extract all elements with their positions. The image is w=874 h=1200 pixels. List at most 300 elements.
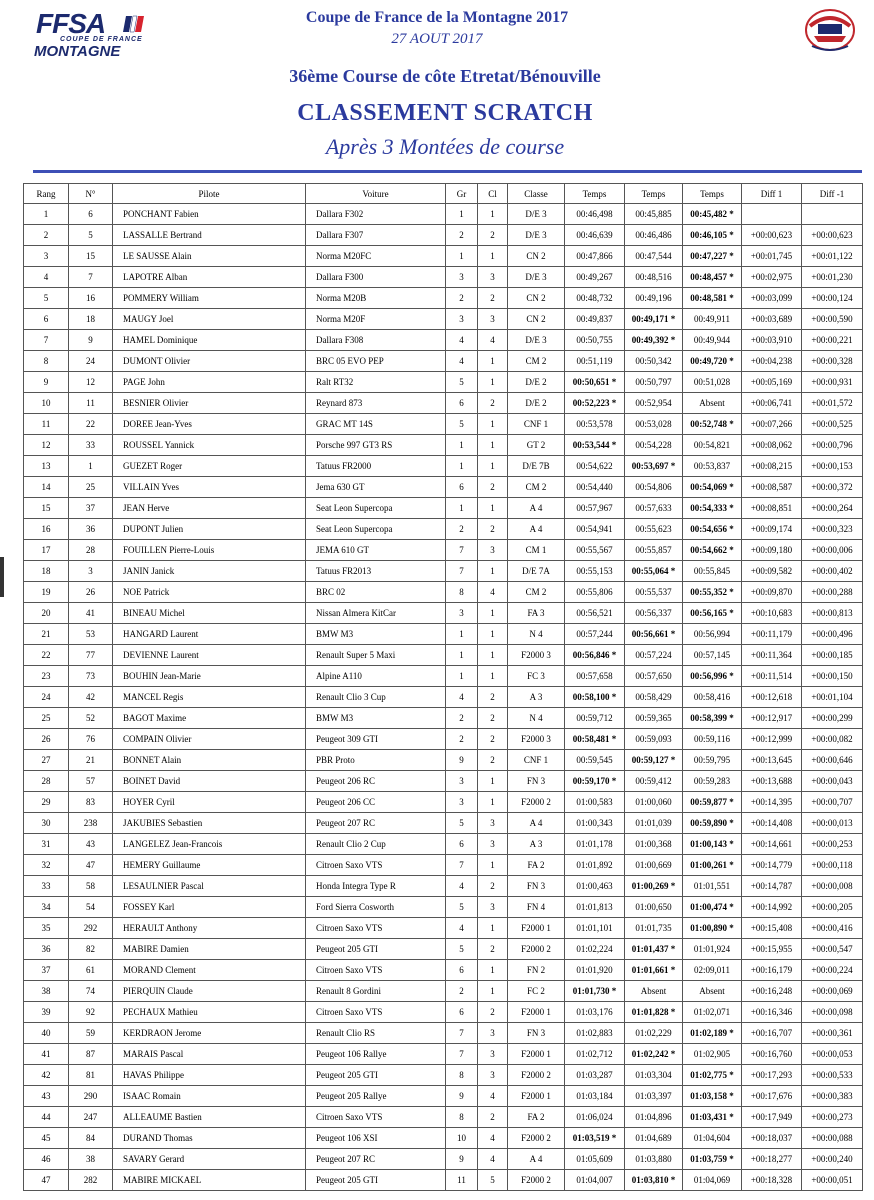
diff-previous-cell: +00:00,328 xyxy=(802,351,863,372)
rank-cell: 17 xyxy=(24,540,69,561)
table-row xyxy=(24,540,863,561)
diff-previous-cell: +00:00,323 xyxy=(802,519,863,540)
diff-previous-cell: +00:00,931 xyxy=(802,372,863,393)
car-cell: BMW M3 xyxy=(306,624,446,645)
class-cell: CM 2 xyxy=(508,582,565,603)
run-3-time-cell: Absent xyxy=(683,981,742,1002)
run-3-time-cell: 00:59,890 * xyxy=(683,813,742,834)
col-classe-header: Classe xyxy=(508,184,565,204)
driver-cell: POMMERY William xyxy=(113,288,306,309)
rank-cell: 9 xyxy=(24,372,69,393)
run-1-time-cell: 00:57,967 xyxy=(565,498,625,519)
cup-title: Coupe de France de la Montagne 2017 xyxy=(305,9,569,26)
class-rank-cell: 3 xyxy=(478,267,508,288)
run-2-time-cell: 01:01,661 * xyxy=(625,960,683,981)
car-cell: Dallara F307 xyxy=(306,225,446,246)
diff-previous-cell: +00:00,525 xyxy=(802,414,863,435)
group-cell: 1 xyxy=(446,246,478,267)
car-cell: Norma M20F xyxy=(306,309,446,330)
car-cell: JEMA 610 GT xyxy=(306,540,446,561)
diff-first-cell: +00:12,999 xyxy=(742,729,802,750)
class-cell: F2000 2 xyxy=(508,939,565,960)
diff-first-cell: +00:16,760 xyxy=(742,1044,802,1065)
diff-previous-cell: +00:00,088 xyxy=(802,1128,863,1149)
run-3-time-cell: 00:58,416 xyxy=(683,687,742,708)
run-3-time-cell: 00:59,116 xyxy=(683,729,742,750)
run-3-time-cell: 00:56,996 * xyxy=(683,666,742,687)
run-3-time-cell: 01:00,474 * xyxy=(683,897,742,918)
driver-cell: HAVAS Philippe xyxy=(113,1065,306,1086)
run-3-time-cell: 00:49,911 xyxy=(683,309,742,330)
number-cell: 5 xyxy=(69,225,113,246)
table-row xyxy=(24,456,863,477)
class-cell: A 3 xyxy=(508,834,565,855)
group-cell: 6 xyxy=(446,393,478,414)
run-1-time-cell: 00:54,941 xyxy=(565,519,625,540)
col-voiture-header: Voiture xyxy=(306,184,446,204)
diff-first-cell: +00:09,870 xyxy=(742,582,802,603)
class-rank-cell: 5 xyxy=(478,1170,508,1191)
run-2-time-cell: 00:55,064 * xyxy=(625,561,683,582)
group-cell: 8 xyxy=(446,1107,478,1128)
class-cell: FN 3 xyxy=(508,1023,565,1044)
run-1-time-cell: 00:55,806 xyxy=(565,582,625,603)
diff-previous-cell: +00:00,098 xyxy=(802,1002,863,1023)
diff-first-cell: +00:09,582 xyxy=(742,561,802,582)
number-cell: 58 xyxy=(69,876,113,897)
diff-first-cell: +00:18,328 xyxy=(742,1170,802,1191)
diff-previous-cell: +00:00,185 xyxy=(802,645,863,666)
diff-previous-cell: +00:00,288 xyxy=(802,582,863,603)
run-2-time-cell: 00:50,342 xyxy=(625,351,683,372)
run-1-time-cell: 01:01,892 xyxy=(565,855,625,876)
run-2-time-cell: 00:57,224 xyxy=(625,645,683,666)
class-rank-cell: 4 xyxy=(478,1086,508,1107)
class-cell: F2000 2 xyxy=(508,792,565,813)
run-1-time-cell: 01:02,712 xyxy=(565,1044,625,1065)
car-cell: Peugeot 309 GTI xyxy=(306,729,446,750)
table-row xyxy=(24,876,863,897)
col-temps-1-header: Temps xyxy=(565,184,625,204)
class-rank-cell: 4 xyxy=(478,1149,508,1170)
class-cell: D/E 2 xyxy=(508,393,565,414)
class-rank-cell: 2 xyxy=(478,288,508,309)
number-cell: 21 xyxy=(69,750,113,771)
run-1-time-cell: 00:51,119 xyxy=(565,351,625,372)
run-1-time-cell: 01:04,007 xyxy=(565,1170,625,1191)
run-2-time-cell: 00:56,337 xyxy=(625,603,683,624)
table-row xyxy=(24,498,863,519)
diff-previous-cell: +00:00,402 xyxy=(802,561,863,582)
group-cell: 6 xyxy=(446,477,478,498)
group-cell: 4 xyxy=(446,330,478,351)
class-rank-cell: 1 xyxy=(478,351,508,372)
driver-cell: HANGARD Laurent xyxy=(113,624,306,645)
group-cell: 7 xyxy=(446,1023,478,1044)
class-cell: FC 3 xyxy=(508,666,565,687)
group-cell: 2 xyxy=(446,519,478,540)
table-row xyxy=(24,225,863,246)
run-3-time-cell: 00:55,845 xyxy=(683,561,742,582)
table-row xyxy=(24,792,863,813)
number-cell: 25 xyxy=(69,477,113,498)
class-cell: N 4 xyxy=(508,624,565,645)
class-cell: CNF 1 xyxy=(508,414,565,435)
rank-cell: 16 xyxy=(24,519,69,540)
run-1-time-cell: 01:06,024 xyxy=(565,1107,625,1128)
run-1-time-cell: 00:53,544 * xyxy=(565,435,625,456)
number-cell: 238 xyxy=(69,813,113,834)
group-cell: 1 xyxy=(446,666,478,687)
group-cell: 10 xyxy=(446,1128,478,1149)
run-2-time-cell: 00:46,486 xyxy=(625,225,683,246)
run-2-time-cell: 01:03,810 * xyxy=(625,1170,683,1191)
run-3-time-cell: 00:56,165 * xyxy=(683,603,742,624)
diff-first-cell: +00:09,180 xyxy=(742,540,802,561)
group-cell: 5 xyxy=(446,939,478,960)
run-2-time-cell: 00:55,623 xyxy=(625,519,683,540)
run-3-time-cell: 01:03,431 * xyxy=(683,1107,742,1128)
diff-first-cell: +00:08,215 xyxy=(742,456,802,477)
group-cell: 8 xyxy=(446,1065,478,1086)
class-cell: A 4 xyxy=(508,813,565,834)
race-title: 36ème Course de côte Etretat/Bénouville xyxy=(289,66,601,86)
car-cell: PBR Proto xyxy=(306,750,446,771)
rank-cell: 45 xyxy=(24,1128,69,1149)
number-cell: 38 xyxy=(69,1149,113,1170)
diff-first-cell: +00:16,346 xyxy=(742,1002,802,1023)
class-cell: FC 2 xyxy=(508,981,565,1002)
group-cell: 6 xyxy=(446,1002,478,1023)
driver-cell: BOUHIN Jean-Marie xyxy=(113,666,306,687)
run-1-time-cell: 00:59,545 xyxy=(565,750,625,771)
class-cell: A 4 xyxy=(508,519,565,540)
driver-cell: SAVARY Gerard xyxy=(113,1149,306,1170)
car-cell: BMW M3 xyxy=(306,708,446,729)
number-cell: 7 xyxy=(69,267,113,288)
table-row xyxy=(24,330,863,351)
run-3-time-cell: 01:04,069 xyxy=(683,1170,742,1191)
run-3-time-cell: 00:54,821 xyxy=(683,435,742,456)
run-2-time-cell: 01:00,269 * xyxy=(625,876,683,897)
driver-cell: BOINET David xyxy=(113,771,306,792)
run-3-time-cell: 00:54,662 * xyxy=(683,540,742,561)
driver-cell: HEMERY Guillaume xyxy=(113,855,306,876)
group-cell: 1 xyxy=(446,456,478,477)
car-cell: Reynard 873 xyxy=(306,393,446,414)
rank-cell: 41 xyxy=(24,1044,69,1065)
run-2-time-cell: 00:49,196 xyxy=(625,288,683,309)
rank-cell: 37 xyxy=(24,960,69,981)
class-cell: F2000 1 xyxy=(508,1086,565,1107)
group-cell: 7 xyxy=(446,1044,478,1065)
driver-cell: PAGE John xyxy=(113,372,306,393)
diff-first-cell: +00:15,955 xyxy=(742,939,802,960)
diff-first-cell: +00:09,174 xyxy=(742,519,802,540)
table-row xyxy=(24,666,863,687)
diff-previous-cell: +00:00,623 xyxy=(802,225,863,246)
run-1-time-cell: 01:02,883 xyxy=(565,1023,625,1044)
table-row xyxy=(24,1149,863,1170)
class-cell: D/E 3 xyxy=(508,225,565,246)
run-3-time-cell: 00:47,227 * xyxy=(683,246,742,267)
diff-previous-cell: +00:00,013 xyxy=(802,813,863,834)
run-3-time-cell: 00:48,457 * xyxy=(683,267,742,288)
number-cell: 54 xyxy=(69,897,113,918)
diff-first-cell xyxy=(742,204,802,225)
table-row xyxy=(24,750,863,771)
car-cell: Alpine A110 xyxy=(306,666,446,687)
diff-previous-cell: +00:00,253 xyxy=(802,834,863,855)
class-rank-cell: 2 xyxy=(478,477,508,498)
run-2-time-cell: 01:00,669 xyxy=(625,855,683,876)
class-rank-cell: 2 xyxy=(478,750,508,771)
table-row xyxy=(24,1170,863,1191)
table-row xyxy=(24,393,863,414)
car-cell: GRAC MT 14S xyxy=(306,414,446,435)
driver-cell: VILLAIN Yves xyxy=(113,477,306,498)
rank-cell: 26 xyxy=(24,729,69,750)
run-1-time-cell: 01:00,583 xyxy=(565,792,625,813)
driver-cell: MAUGY Joel xyxy=(113,309,306,330)
group-cell: 1 xyxy=(446,435,478,456)
driver-cell: LAPOTRE Alban xyxy=(113,267,306,288)
car-cell: Tatuus FR2000 xyxy=(306,456,446,477)
number-cell: 6 xyxy=(69,204,113,225)
table-row xyxy=(24,288,863,309)
class-rank-cell: 1 xyxy=(478,498,508,519)
diff-previous-cell: +00:00,299 xyxy=(802,708,863,729)
run-3-time-cell: Absent xyxy=(683,393,742,414)
diff-first-cell: +00:03,099 xyxy=(742,288,802,309)
run-1-time-cell: 00:57,658 xyxy=(565,666,625,687)
group-cell: 9 xyxy=(446,750,478,771)
run-1-time-cell: 01:03,184 xyxy=(565,1086,625,1107)
run-1-time-cell: 00:54,440 xyxy=(565,477,625,498)
rank-cell: 22 xyxy=(24,645,69,666)
diff-first-cell: +00:10,683 xyxy=(742,603,802,624)
diff-previous-cell: +00:00,796 xyxy=(802,435,863,456)
run-1-time-cell: 00:49,837 xyxy=(565,309,625,330)
diff-first-cell: +00:06,741 xyxy=(742,393,802,414)
run-2-time-cell: 01:02,242 * xyxy=(625,1044,683,1065)
table-row xyxy=(24,981,863,1002)
driver-cell: PECHAUX Mathieu xyxy=(113,1002,306,1023)
run-3-time-cell: 01:01,924 xyxy=(683,939,742,960)
run-1-time-cell: 00:53,578 xyxy=(565,414,625,435)
course-de-cote-logo-icon xyxy=(800,6,860,56)
class-cell: FN 3 xyxy=(508,876,565,897)
group-cell: 3 xyxy=(446,267,478,288)
run-1-time-cell: 01:01,101 xyxy=(565,918,625,939)
run-1-time-cell: 01:05,609 xyxy=(565,1149,625,1170)
class-cell: CM 2 xyxy=(508,351,565,372)
driver-cell: KERDRAON Jerome xyxy=(113,1023,306,1044)
col-pilote-header: Pilote xyxy=(113,184,306,204)
table-row xyxy=(24,204,863,225)
class-rank-cell: 1 xyxy=(478,561,508,582)
class-rank-cell: 2 xyxy=(478,729,508,750)
run-3-time-cell: 00:53,837 xyxy=(683,456,742,477)
driver-cell: JANIN Janick xyxy=(113,561,306,582)
run-1-time-cell: 00:48,732 xyxy=(565,288,625,309)
group-cell: 3 xyxy=(446,603,478,624)
diff-first-cell: +00:17,949 xyxy=(742,1107,802,1128)
rank-cell: 23 xyxy=(24,666,69,687)
driver-cell: DOREE Jean-Yves xyxy=(113,414,306,435)
group-cell: 3 xyxy=(446,771,478,792)
rank-cell: 39 xyxy=(24,1002,69,1023)
run-2-time-cell: 00:56,661 * xyxy=(625,624,683,645)
car-cell: Porsche 997 GT3 RS xyxy=(306,435,446,456)
class-cell: A 3 xyxy=(508,687,565,708)
number-cell: 290 xyxy=(69,1086,113,1107)
number-cell: 247 xyxy=(69,1107,113,1128)
rank-cell: 5 xyxy=(24,288,69,309)
run-1-time-cell: 01:01,813 xyxy=(565,897,625,918)
class-rank-cell: 2 xyxy=(478,1107,508,1128)
diff-previous-cell: +00:00,547 xyxy=(802,939,863,960)
run-3-time-cell: 00:57,145 xyxy=(683,645,742,666)
group-cell: 2 xyxy=(446,729,478,750)
diff-previous-cell: +00:00,590 xyxy=(802,309,863,330)
run-2-time-cell: 01:03,880 xyxy=(625,1149,683,1170)
diff-first-cell: +00:14,787 xyxy=(742,876,802,897)
group-cell: 2 xyxy=(446,981,478,1002)
diff-previous-cell: +00:00,372 xyxy=(802,477,863,498)
class-rank-cell: 2 xyxy=(478,939,508,960)
car-cell: Jema 630 GT xyxy=(306,477,446,498)
run-1-time-cell: 00:56,846 * xyxy=(565,645,625,666)
table-row xyxy=(24,1002,863,1023)
ffsa-logo-text: FFSA xyxy=(36,8,106,39)
run-3-time-cell: 01:02,905 xyxy=(683,1044,742,1065)
run-3-time-cell: 00:45,482 * xyxy=(683,204,742,225)
run-3-time-cell: 00:49,944 xyxy=(683,330,742,351)
diff-first-cell: +00:14,408 xyxy=(742,813,802,834)
run-3-time-cell: 00:58,399 * xyxy=(683,708,742,729)
car-cell: Renault Clio 3 Cup xyxy=(306,687,446,708)
run-2-time-cell: 00:50,797 xyxy=(625,372,683,393)
class-cell: FN 4 xyxy=(508,897,565,918)
driver-cell: LESAULNIER Pascal xyxy=(113,876,306,897)
car-cell: Peugeot 205 GTI xyxy=(306,1065,446,1086)
run-3-time-cell: 00:54,656 * xyxy=(683,519,742,540)
driver-cell: BINEAU Michel xyxy=(113,603,306,624)
run-3-time-cell: 00:54,069 * xyxy=(683,477,742,498)
diff-first-cell: +00:14,395 xyxy=(742,792,802,813)
number-cell: 24 xyxy=(69,351,113,372)
class-cell: F2000 1 xyxy=(508,1002,565,1023)
rank-cell: 19 xyxy=(24,582,69,603)
run-1-time-cell: 01:00,343 xyxy=(565,813,625,834)
run-1-time-cell: 01:01,730 * xyxy=(565,981,625,1002)
car-cell: Renault Clio 2 Cup xyxy=(306,834,446,855)
rank-cell: 31 xyxy=(24,834,69,855)
rank-cell: 27 xyxy=(24,750,69,771)
col-diff-1-header: Diff 1 xyxy=(742,184,802,204)
table-row xyxy=(24,834,863,855)
diff-previous-cell: +00:00,118 xyxy=(802,855,863,876)
diff-previous-cell: +00:00,153 xyxy=(802,456,863,477)
diff-first-cell: +00:12,618 xyxy=(742,687,802,708)
results-table xyxy=(23,183,863,1191)
diff-previous-cell: +00:01,572 xyxy=(802,393,863,414)
class-cell: CM 1 xyxy=(508,540,565,561)
diff-previous-cell: +00:00,813 xyxy=(802,603,863,624)
table-row xyxy=(24,519,863,540)
class-rank-cell: 1 xyxy=(478,204,508,225)
run-2-time-cell: 00:53,028 xyxy=(625,414,683,435)
car-cell: Peugeot 106 Rallye xyxy=(306,1044,446,1065)
run-1-time-cell: 00:52,223 * xyxy=(565,393,625,414)
class-rank-cell: 4 xyxy=(478,1128,508,1149)
group-cell: 4 xyxy=(446,351,478,372)
rank-cell: 29 xyxy=(24,792,69,813)
run-3-time-cell: 00:55,352 * xyxy=(683,582,742,603)
car-cell: Dallara F308 xyxy=(306,330,446,351)
number-cell: 76 xyxy=(69,729,113,750)
car-cell: Dallara F300 xyxy=(306,267,446,288)
class-rank-cell: 1 xyxy=(478,414,508,435)
car-cell: Peugeot 207 RC xyxy=(306,1149,446,1170)
class-rank-cell: 1 xyxy=(478,456,508,477)
rank-cell: 25 xyxy=(24,708,69,729)
group-cell: 4 xyxy=(446,918,478,939)
run-1-time-cell: 00:50,755 xyxy=(565,330,625,351)
table-row xyxy=(24,414,863,435)
diff-first-cell: +00:08,587 xyxy=(742,477,802,498)
class-cell: D/E 7B xyxy=(508,456,565,477)
table-row xyxy=(24,351,863,372)
rank-cell: 8 xyxy=(24,351,69,372)
col-classe-num-header: Cl xyxy=(478,184,508,204)
diff-first-cell: +00:03,689 xyxy=(742,309,802,330)
col-groupe-header: Gr xyxy=(446,184,478,204)
diff-previous-cell: +00:01,122 xyxy=(802,246,863,267)
col-temps-2-header: Temps xyxy=(625,184,683,204)
car-cell: BRC 05 EVO PEP xyxy=(306,351,446,372)
group-cell: 5 xyxy=(446,372,478,393)
table-row xyxy=(24,309,863,330)
number-cell: 36 xyxy=(69,519,113,540)
number-cell: 84 xyxy=(69,1128,113,1149)
ffsa-logo-montagne: MONTAGNE xyxy=(34,43,121,60)
run-2-time-cell: 00:59,093 xyxy=(625,729,683,750)
run-2-time-cell: 01:03,397 xyxy=(625,1086,683,1107)
group-cell: 11 xyxy=(446,1170,478,1191)
diff-first-cell: +00:16,248 xyxy=(742,981,802,1002)
diff-first-cell: +00:12,917 xyxy=(742,708,802,729)
class-cell: FN 2 xyxy=(508,960,565,981)
group-cell: 1 xyxy=(446,498,478,519)
car-cell: Citroen Saxo VTS xyxy=(306,855,446,876)
run-1-time-cell: 01:03,519 * xyxy=(565,1128,625,1149)
diff-first-cell: +00:03,910 xyxy=(742,330,802,351)
driver-cell: FOUILLEN Pierre-Louis xyxy=(113,540,306,561)
class-rank-cell: 2 xyxy=(478,225,508,246)
rank-cell: 7 xyxy=(24,330,69,351)
table-row xyxy=(24,246,863,267)
table-row xyxy=(24,645,863,666)
run-2-time-cell: 00:59,365 xyxy=(625,708,683,729)
group-cell: 2 xyxy=(446,225,478,246)
class-rank-cell: 1 xyxy=(478,960,508,981)
driver-cell: FOSSEY Karl xyxy=(113,897,306,918)
rank-cell: 42 xyxy=(24,1065,69,1086)
table-row xyxy=(24,897,863,918)
diff-previous-cell: +00:00,150 xyxy=(802,666,863,687)
